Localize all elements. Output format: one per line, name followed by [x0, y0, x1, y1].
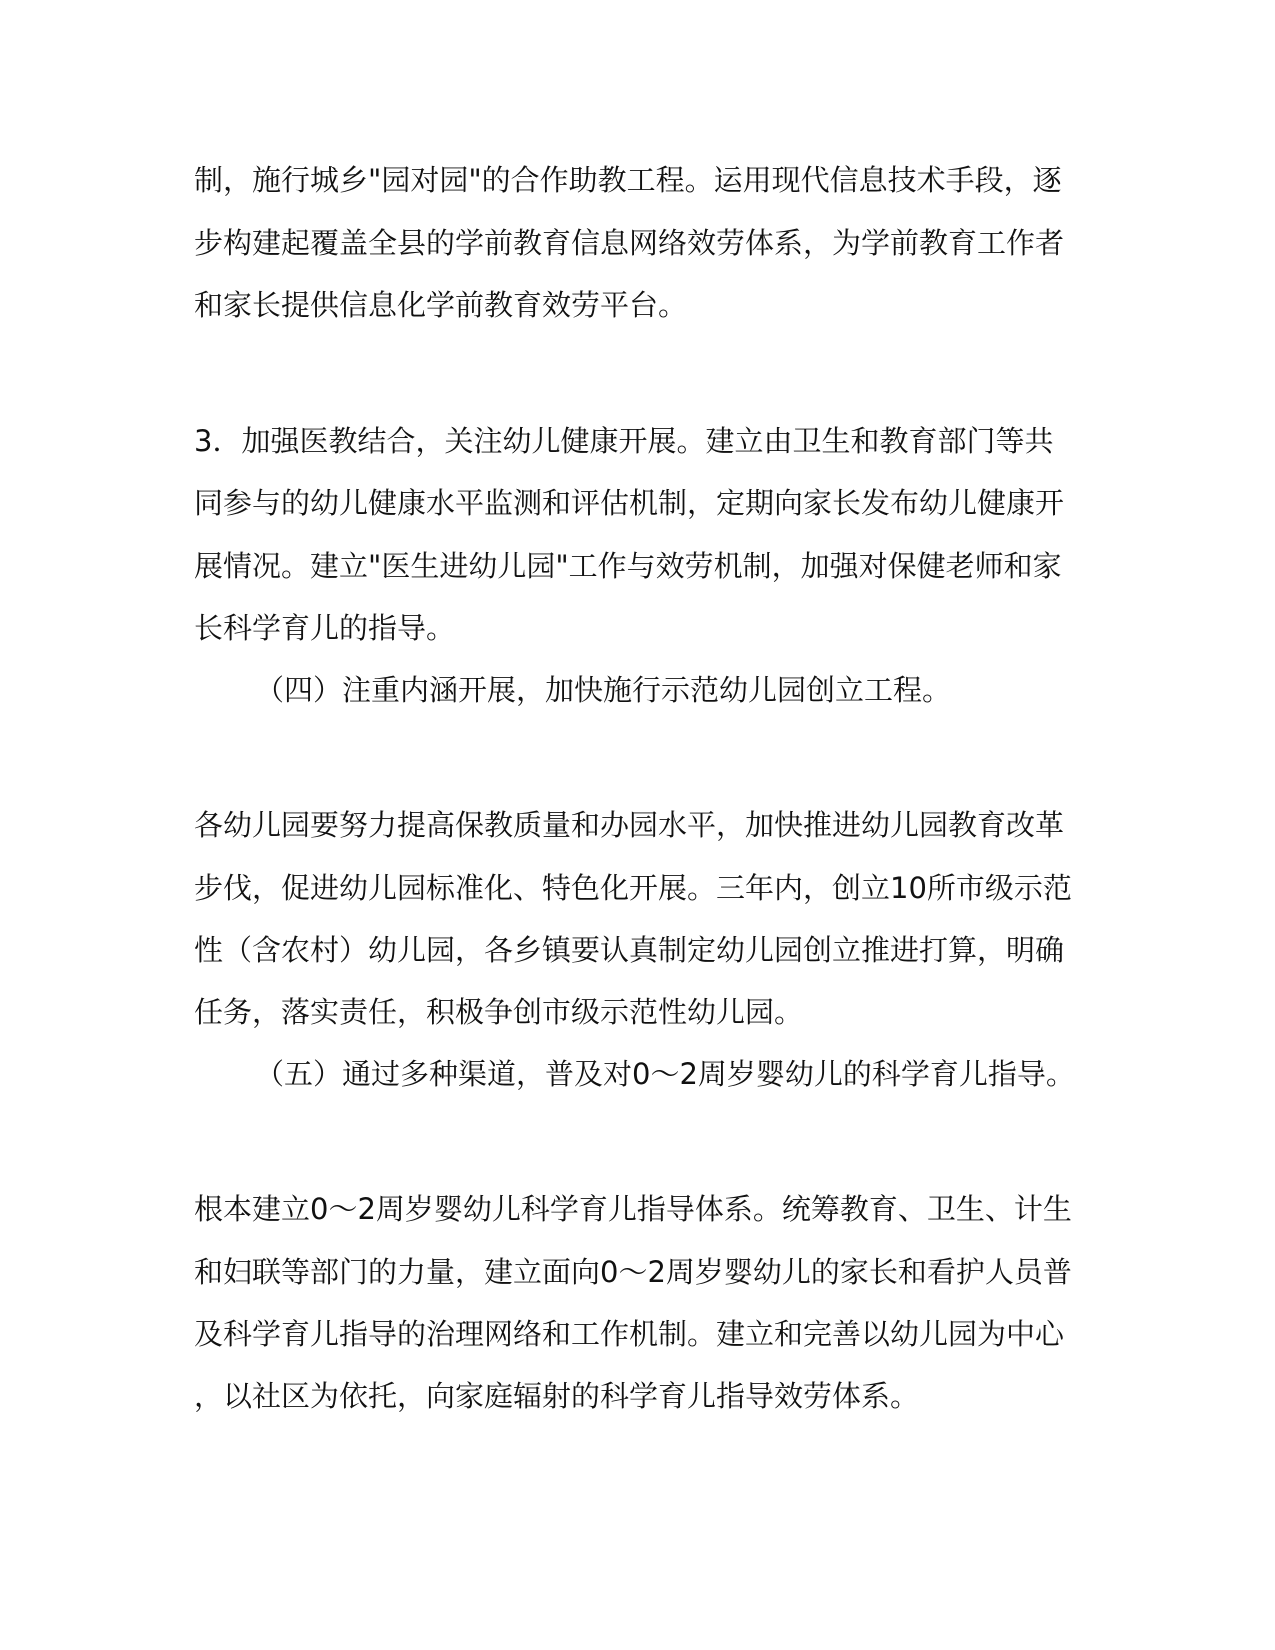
section-heading: （五）通过多种渠道，普及对0～2周岁婴幼儿的科学育儿指导。: [255, 1057, 1075, 1091]
text-line: 步伐，促进幼儿园标准化、特色化开展。三年内，创立10所市级示范: [194, 871, 1072, 905]
text-line: 长科学育儿的指导。: [194, 611, 456, 645]
text-line: 根本建立0～2周岁婴幼儿科学育儿指导体系。统筹教育、卫生、计生: [194, 1192, 1072, 1226]
text-line: 和妇联等部门的力量，建立面向0～2周岁婴幼儿的家长和看护人员普: [194, 1255, 1072, 1289]
text-line: 性（含农村）幼儿园，各乡镇要认真制定幼儿园创立推进打算，明确: [194, 933, 1065, 967]
text-line: 和家长提供信息化学前教育效劳平台。: [194, 288, 688, 322]
text-line: 同参与的幼儿健康水平监测和评估机制，定期向家长发布幼儿健康开: [194, 486, 1065, 520]
text-line: ，以社区为依托，向家庭辐射的科学育儿指导效劳体系。: [194, 1379, 920, 1413]
text-line: 制，施行城乡"园对园"的合作助教工程。运用现代信息技术手段，逐: [194, 163, 1062, 197]
text-line: 各幼儿园要努力提高保教质量和办园水平，加快推进幼儿园教育改革: [194, 808, 1065, 842]
text-line: 展情况。建立"医生进幼儿园"工作与效劳机制，加强对保健老师和家: [194, 549, 1062, 583]
section-heading: （四）注重内涵开展，加快施行示范幼儿园创立工程。: [255, 673, 952, 707]
text-line: 3．加强医教结合，关注幼儿健康开展。建立由卫生和教育部门等共: [194, 424, 1054, 458]
text-line: 任务，落实责任，积极争创市级示范性幼儿园。: [194, 995, 804, 1029]
text-line: 步构建起覆盖全县的学前教育信息网络效劳体系，为学前教育工作者: [194, 226, 1065, 260]
text-line: 及科学育儿指导的治理网络和工作机制。建立和完善以幼儿园为中心: [194, 1317, 1065, 1351]
